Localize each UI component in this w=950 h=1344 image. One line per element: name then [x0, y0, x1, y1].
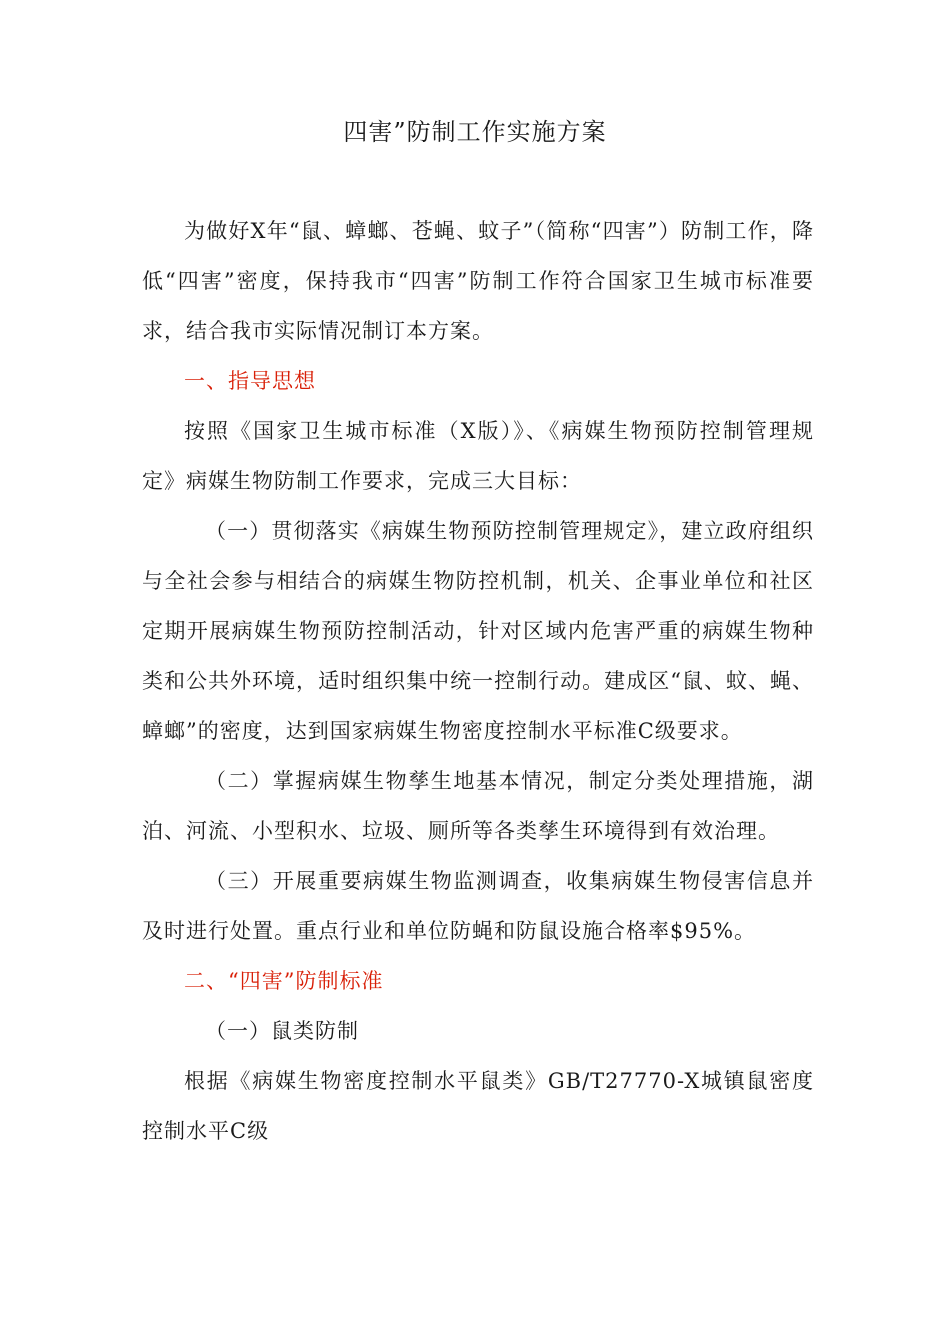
document-body: [142, 206, 814, 1156]
intro-paragraph: 为做好X年“鼠、蟑螂、苍蝇、蚊子”（简称“四害”）防制工作，降低“四害”密度，保持我市“四害”防制工作符合国家卫生城市标准要求，结合我市实际情况制订本方案。: [142, 219, 814, 343]
section1-paragraph: 按照《国家卫生城市标准（X版）》、《病媒生物预防控制管理规定》病媒生物防制工作要求，完成三大目标：: [142, 419, 814, 493]
section-heading-guiding-ideology: 一、指导思想: [184, 369, 316, 393]
section-heading-control-standards: 二、“四害”防制标准: [184, 969, 384, 993]
goal-3-paragraph: （三）开展重要病媒生物监测调查，收集病媒生物侵害信息并及时进行处置。重点行业和单位防蝇和防鼠设施合格率$95%。: [142, 869, 814, 943]
rodent-standard-paragraph: 根据《病媒生物密度控制水平鼠类》GB/T27770-X城镇鼠密度控制水平C级: [142, 1069, 814, 1143]
goal-1-paragraph: （一）贯彻落实《病媒生物预防控制管理规定》，建立政府组织与全社会参与相结合的病媒生物防控机制，机关、企事业单位和社区定期开展病媒生物预防控制活动，针对区域内危害严重的病媒生物种类和公共外环境，适时组织集中统一控制行动。建成区“鼠、蚊、蝇、蟑螂”的密度，达到国家病媒生物密度控制水平标准C级要求。: [142, 519, 814, 743]
goal-2-paragraph: （二）掌握病媒生物孳生地基本情况，制定分类处理措施，湖泊、河流、小型积水、垃圾、厕所等各类孳生环境得到有效治理。: [142, 769, 814, 843]
subsection-rodent-control: （一）鼠类防制: [205, 1019, 359, 1043]
document-title: 四害”防制工作实施方案: [343, 118, 607, 146]
